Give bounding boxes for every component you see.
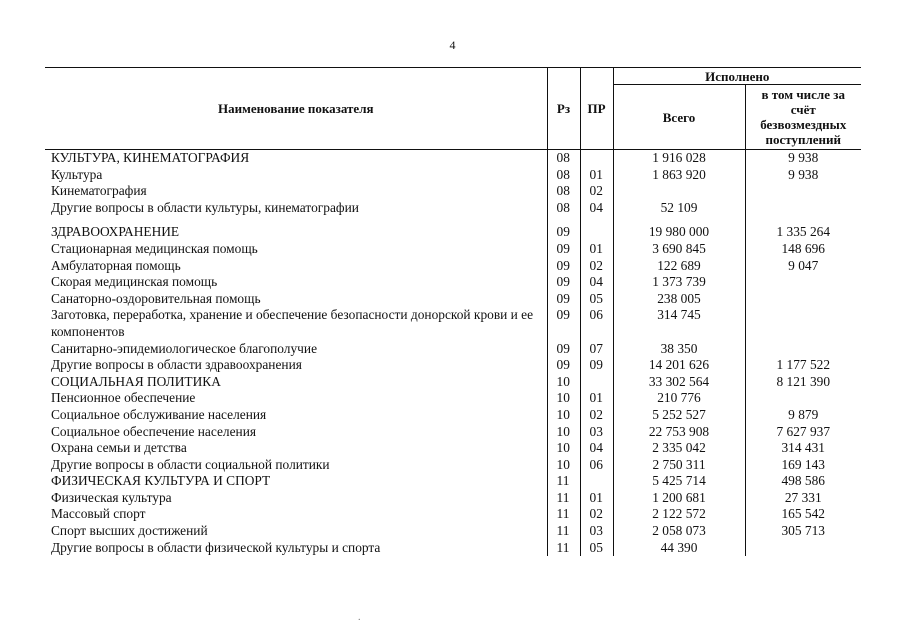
row-pr: 05 — [580, 291, 613, 308]
row-name: ФИЗИЧЕСКАЯ КУЛЬТУРА И СПОРТ — [45, 473, 547, 490]
row-total: 5 252 527 — [613, 407, 745, 424]
table-row — [45, 523, 861, 540]
row-name: Санитарно-эпидемиологическое благополучие — [45, 341, 547, 358]
row-pr — [580, 374, 613, 391]
table-row — [45, 274, 861, 291]
row-pr — [580, 216, 613, 241]
row-rz: 09 — [547, 258, 580, 275]
row-pr: 02 — [580, 258, 613, 275]
row-name: Стационарная медицинская помощь — [45, 241, 547, 258]
table-row — [45, 258, 861, 275]
row-rz: 08 — [547, 200, 580, 217]
row-name: Амбулаторная помощь — [45, 258, 547, 275]
row-free: 1 335 264 — [745, 216, 861, 241]
row-rz: 10 — [547, 424, 580, 441]
row-free: 148 696 — [745, 241, 861, 258]
row-pr: 09 — [580, 357, 613, 374]
table-row — [45, 424, 861, 441]
table-row — [45, 241, 861, 258]
row-total — [613, 183, 745, 200]
table-row — [45, 506, 861, 523]
table-row — [45, 473, 861, 490]
row-name: Спорт высших достижений — [45, 523, 547, 540]
row-rz: 08 — [547, 150, 580, 167]
row-total: 1 916 028 — [613, 150, 745, 167]
row-pr: 04 — [580, 440, 613, 457]
row-total: 5 425 714 — [613, 473, 745, 490]
row-rz: 08 — [547, 167, 580, 184]
row-free: 9 879 — [745, 407, 861, 424]
row-free — [745, 307, 861, 340]
row-total: 1 200 681 — [613, 490, 745, 507]
row-pr — [580, 473, 613, 490]
table-row — [45, 167, 861, 184]
table-row — [45, 374, 861, 391]
row-rz: 09 — [547, 307, 580, 340]
row-free: 165 542 — [745, 506, 861, 523]
header-name: Наименование показателя — [45, 68, 547, 150]
table-row — [45, 457, 861, 474]
row-rz: 11 — [547, 473, 580, 490]
row-pr: 07 — [580, 341, 613, 358]
row-rz: 11 — [547, 506, 580, 523]
row-free: 9 047 — [745, 258, 861, 275]
row-name: КУЛЬТУРА, КИНЕМАТОГРАФИЯ — [45, 150, 547, 167]
table-row — [45, 216, 861, 241]
row-rz: 11 — [547, 490, 580, 507]
header-executed: Исполнено — [613, 68, 861, 85]
row-rz: 10 — [547, 390, 580, 407]
row-free: 1 177 522 — [745, 357, 861, 374]
row-name: Скорая медицинская помощь — [45, 274, 547, 291]
row-free: 305 713 — [745, 523, 861, 540]
row-rz: 10 — [547, 440, 580, 457]
row-pr: 02 — [580, 407, 613, 424]
row-total: 210 776 — [613, 390, 745, 407]
table-row — [45, 540, 861, 557]
table-body — [45, 150, 861, 557]
row-total: 2 335 042 — [613, 440, 745, 457]
row-rz: 09 — [547, 341, 580, 358]
row-free: 9 938 — [745, 167, 861, 184]
table-row — [45, 341, 861, 358]
row-free: 7 627 937 — [745, 424, 861, 441]
row-free: 27 331 — [745, 490, 861, 507]
row-pr: 04 — [580, 274, 613, 291]
row-free: 314 431 — [745, 440, 861, 457]
row-pr — [580, 150, 613, 167]
row-rz: 11 — [547, 540, 580, 557]
row-free: 8 121 390 — [745, 374, 861, 391]
row-free — [745, 291, 861, 308]
table-row — [45, 440, 861, 457]
row-free — [745, 183, 861, 200]
header-pr: ПР — [580, 68, 613, 150]
row-pr: 01 — [580, 167, 613, 184]
row-name: Социальное обеспечение населения — [45, 424, 547, 441]
row-name: СОЦИАЛЬНАЯ ПОЛИТИКА — [45, 374, 547, 391]
row-pr: 02 — [580, 506, 613, 523]
row-total: 52 109 — [613, 200, 745, 217]
page-number: 4 — [449, 38, 456, 52]
table-row — [45, 307, 861, 340]
table-row — [45, 490, 861, 507]
row-total: 44 390 — [613, 540, 745, 557]
row-name: Другие вопросы в области здравоохранения — [45, 357, 547, 374]
row-pr: 01 — [580, 490, 613, 507]
row-pr: 05 — [580, 540, 613, 557]
row-free: 9 938 — [745, 150, 861, 167]
row-rz: 09 — [547, 357, 580, 374]
table-row — [45, 407, 861, 424]
row-total: 1 373 739 — [613, 274, 745, 291]
row-rz: 10 — [547, 407, 580, 424]
row-total: 1 863 920 — [613, 167, 745, 184]
row-pr: 01 — [580, 241, 613, 258]
row-pr: 03 — [580, 523, 613, 540]
row-name: Другие вопросы в области социальной политики — [45, 457, 547, 474]
row-total: 19 980 000 — [613, 216, 745, 241]
row-total: 238 005 — [613, 291, 745, 308]
row-name: Другие вопросы в области культуры, кинематографии — [45, 200, 547, 217]
table-row — [45, 150, 861, 167]
row-free — [745, 390, 861, 407]
row-free: 169 143 — [745, 457, 861, 474]
row-total: 22 753 908 — [613, 424, 745, 441]
row-pr: 04 — [580, 200, 613, 217]
row-name: Физическая культура — [45, 490, 547, 507]
row-name: ЗДРАВООХРАНЕНИЕ — [45, 216, 547, 241]
row-name: Охрана семьи и детства — [45, 440, 547, 457]
header-free: в том числе за счёт безвозмездных поступлений — [745, 85, 861, 150]
row-pr: 03 — [580, 424, 613, 441]
row-pr: 02 — [580, 183, 613, 200]
row-pr: 06 — [580, 457, 613, 474]
row-rz: 09 — [547, 274, 580, 291]
row-rz: 08 — [547, 183, 580, 200]
row-name: Другие вопросы в области физической культуры и спорта — [45, 540, 547, 557]
row-free — [745, 341, 861, 358]
row-name: Пенсионное обеспечение — [45, 390, 547, 407]
row-rz: 10 — [547, 374, 580, 391]
row-name: Заготовка, переработка, хранение и обеспечение безопасности донорской крови и ее компонентов — [45, 307, 547, 340]
table-row — [45, 183, 861, 200]
table-row — [45, 357, 861, 374]
row-pr: 01 — [580, 390, 613, 407]
row-name: Кинематография — [45, 183, 547, 200]
header-total: Всего — [613, 85, 745, 150]
scan-mark: . — [358, 612, 361, 623]
row-rz: 09 — [547, 241, 580, 258]
row-free — [745, 200, 861, 217]
table-row — [45, 291, 861, 308]
row-total: 38 350 — [613, 341, 745, 358]
row-free — [745, 274, 861, 291]
row-free: 498 586 — [745, 473, 861, 490]
row-free — [745, 540, 861, 557]
row-pr: 06 — [580, 307, 613, 340]
row-total: 2 750 311 — [613, 457, 745, 474]
row-name: Культура — [45, 167, 547, 184]
row-name: Социальное обслуживание населения — [45, 407, 547, 424]
row-rz: 09 — [547, 216, 580, 241]
row-total: 14 201 626 — [613, 357, 745, 374]
row-name: Массовый спорт — [45, 506, 547, 523]
table-row — [45, 200, 861, 217]
row-name: Санаторно-оздоровительная помощь — [45, 291, 547, 308]
row-total: 2 058 073 — [613, 523, 745, 540]
header-rz: Рз — [547, 68, 580, 150]
budget-table — [45, 67, 861, 556]
table-row — [45, 390, 861, 407]
row-total: 3 690 845 — [613, 241, 745, 258]
row-total: 2 122 572 — [613, 506, 745, 523]
row-rz: 11 — [547, 523, 580, 540]
row-total: 33 302 564 — [613, 374, 745, 391]
row-rz: 09 — [547, 291, 580, 308]
row-total: 314 745 — [613, 307, 745, 340]
row-rz: 10 — [547, 457, 580, 474]
table-header — [45, 68, 861, 150]
row-total: 122 689 — [613, 258, 745, 275]
